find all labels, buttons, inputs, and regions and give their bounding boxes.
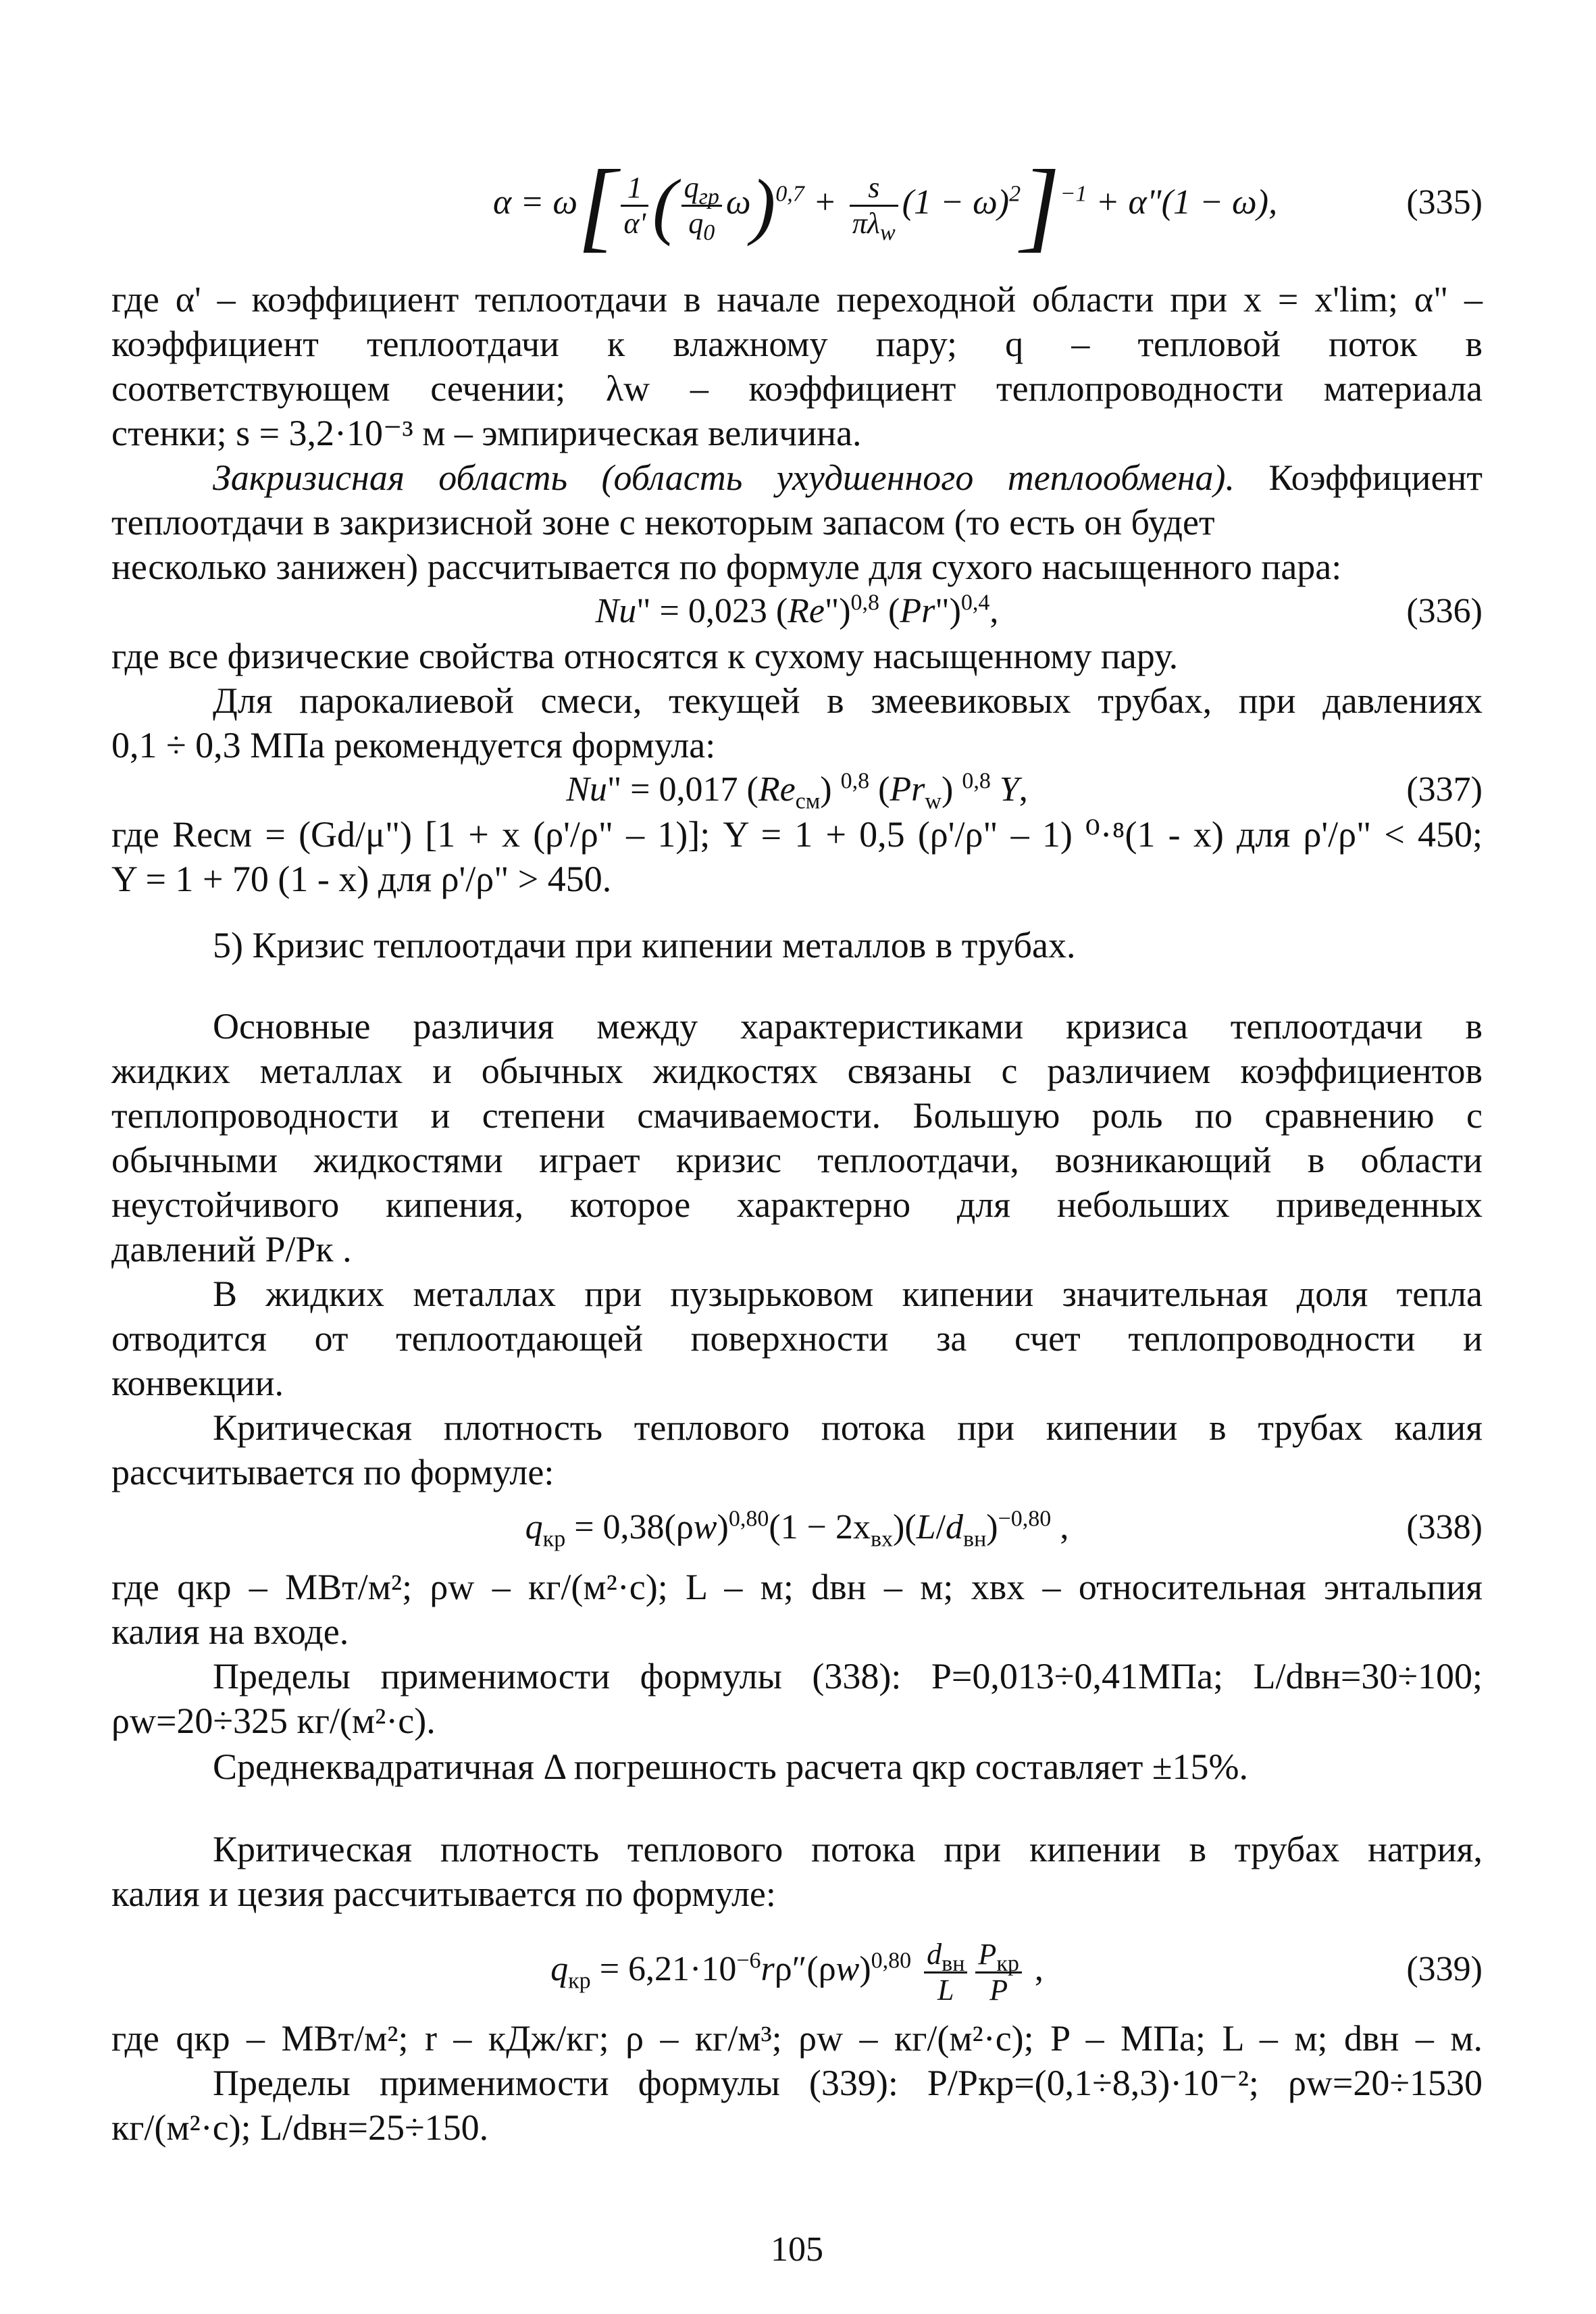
section-title: Закризисная область (область ухудшенного теплообмена).	[213, 457, 1235, 498]
text-line: ρw=20÷325 кг/(м²·с).	[111, 1701, 436, 1741]
formula-number: (337)	[1406, 770, 1483, 809]
formula-number: (339)	[1406, 1950, 1483, 1988]
paragraph	[111, 1827, 1483, 1916]
paragraph	[111, 1744, 1483, 1789]
paragraph	[111, 634, 1483, 678]
text-line: теплоотдачи в закризисной зоне с некоторым запасом (то есть он будет	[111, 502, 1215, 543]
text-line: теплопроводности и степени смачиваемости. Большую роль по сравнению с	[111, 1095, 1483, 1136]
text-line: стенки; s = 3,2·10⁻³ м – эмпирическая величина.	[111, 413, 862, 453]
formula-339: $q_{кр} = 6,21\cdot 10^{-6}r\rho''(\rho w)^{0,80}$ $\frac{d_{вн}}{L}$ $\frac{P_{кр}}{P}$ , (339)	[111, 1932, 1483, 2007]
text-line: Основные различия между характеристиками кризиса теплоотдачи в	[213, 1006, 1483, 1047]
text-line: давлений P/Pк .	[111, 1229, 352, 1269]
paragraph	[111, 277, 1483, 455]
text-line: Критическая плотность теплового потока при кипении в трубах калия	[213, 1407, 1483, 1448]
section-heading	[111, 923, 1483, 967]
text-line: 0,1 ÷ 0,3 МПа рекомендуется формула:	[111, 725, 716, 765]
formula-337: Nu" = 0,017 $(Re_{см})$ $^{0,8}$ $(Pr_w)$ $^{0,8}$ Y, (337)	[566, 768, 1483, 814]
paragraph	[111, 1004, 1483, 1272]
text-line: Пределы применимости формулы (339): P/Pкр=(0,1÷8,3)·10⁻²; ρw=20÷1530	[213, 2063, 1483, 2103]
text-line: отводится от теплоотдающей поверхности за счет теплопроводности и	[111, 1318, 1483, 1359]
text-line: где qкр – МВт/м²; r – кДж/кг; ρ – кг/м³; ρw – кг/(м²·с); P – МПа; L – м; dвн – м.	[111, 2018, 1483, 2059]
text-line: Y = 1 + 70 (1 - x) для ρ'/ρ" > 450.	[111, 859, 612, 899]
text-line: 5) Кризис теплоотдачи при кипении металлов в трубах.	[213, 925, 1076, 965]
paragraph	[111, 1272, 1483, 1405]
paragraph	[111, 1405, 1483, 1494]
page-number: 105	[771, 2230, 823, 2269]
text-line: соответствующем сечении; λw – коэффициент теплопроводности материала	[111, 368, 1483, 409]
text-line: коэффициент теплоотдачи к влажному пару; q – тепловой поток в	[111, 324, 1483, 364]
paragraph	[111, 1565, 1483, 1654]
text-line: где Reсм = (Gd/μ") [1 + x (ρ'/ρ" – 1)]; Y = 1 + 0,5 (ρ'/ρ" – 1) ⁰·⁸(1 - x) для ρ'/ρ" < 450;	[111, 814, 1483, 855]
paragraph	[111, 1654, 1483, 1743]
text-line: где α' – коэффициент теплоотдачи в начале переходной области при x = x'lim; α" –	[111, 279, 1483, 320]
text-line: рассчитывается по формуле:	[111, 1452, 555, 1492]
text-line: калия и цезия рассчитывается по формуле:	[111, 1873, 776, 1914]
text-line: где все физические свойства относятся к сухому насыщенному пару.	[111, 636, 1179, 676]
text-line: калия на входе.	[111, 1611, 349, 1652]
text-span: Коэффициент	[1234, 457, 1483, 498]
formula-336: Nu" = 0,023 (Re")$^{0,8}$ (Pr")$^{0,4}$, (336)	[111, 589, 1483, 634]
formula-338: $q_{кр} = 0,38(\rho w)^{0,80}(1 - 2x_{вх})(L/d_{вн})^{-0,80}$ , (338)	[525, 1506, 1483, 1552]
text-line: В жидких металлах при пузырьковом кипении значительная доля тепла	[213, 1274, 1483, 1314]
paragraph	[111, 2061, 1483, 2150]
text-line: Критическая плотность теплового потока при кипении в трубах натрия,	[213, 1829, 1483, 1869]
text-line: кг/(м²·с); L/dвн=25÷150.	[111, 2107, 489, 2148]
formula-number: (335)	[1406, 183, 1483, 222]
text-line: жидких металлах и обычных жидкостях связаны с различием коэффициентов	[111, 1051, 1483, 1091]
paragraph	[111, 455, 1483, 589]
document-page	[111, 0, 1483, 2314]
text-line: несколько занижен) рассчитывается по формуле для сухого насыщенного пара:	[111, 547, 1342, 587]
formula-335: α = ω[ $\frac{1}{\alpha'}$ ( $\frac{q_{гр}}{q_0}$ ω)$^{0,7}$ + $\frac{s}{\pi\lambda_w}$ $(1 - \omega)^2]^{-1}$ + α"(1 − ω), (335)	[111, 139, 1483, 267]
paragraph	[111, 812, 1483, 901]
text-line: неустойчивого кипения, которое характерно для небольших приведенных	[111, 1184, 1483, 1225]
text-line: конвекции.	[111, 1363, 284, 1403]
text-line: обычными жидкостями играет кризис теплоотдачи, возникающий в области	[111, 1140, 1483, 1180]
paragraph	[111, 678, 1483, 768]
text-line: Пределы применимости формулы (338): P=0,013÷0,41МПа; L/dвн=30÷100;	[213, 1656, 1483, 1696]
text-line: Для парокалиевой смеси, текущей в змеевиковых трубах, при давлениях	[213, 680, 1483, 721]
text-line: где qкр – МВт/м²; ρw – кг/(м²·с); L – м; dвн – м; xвх – относительная энтальпия	[111, 1567, 1483, 1607]
formula-number: (336)	[1406, 592, 1483, 630]
formula-number: (338)	[1406, 1508, 1483, 1546]
text-line: Среднеквадратичная Δ погрешность расчета qкр составляет ±15%.	[213, 1746, 1248, 1787]
paragraph	[111, 2016, 1483, 2061]
